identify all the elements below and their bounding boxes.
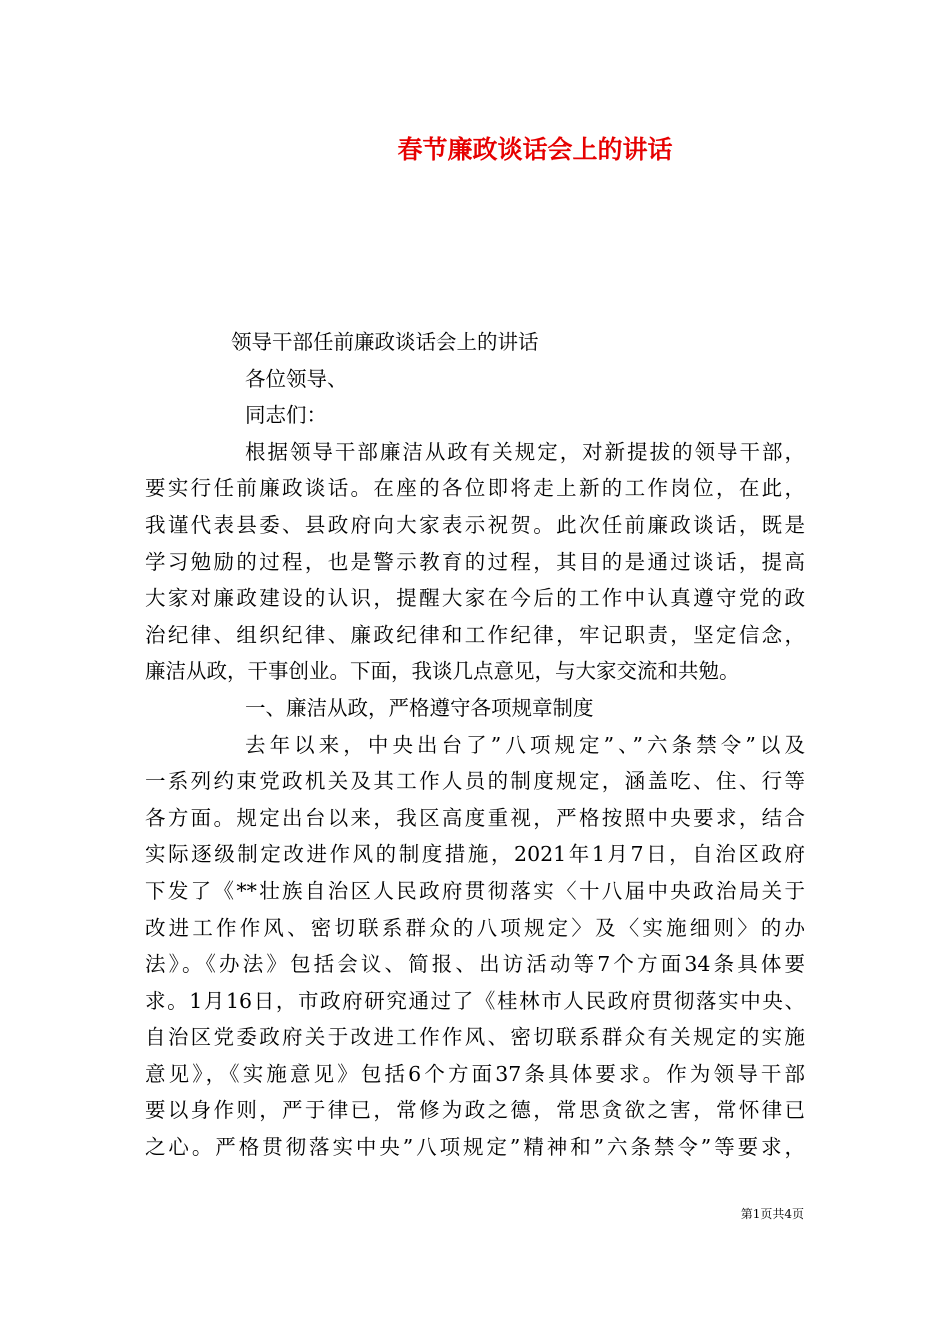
page-title: 春节廉政谈话会上的讲话: [397, 135, 673, 164]
body-line: 根据领导干部廉洁从政有关规定，对新提拔的领导干部，: [245, 439, 805, 464]
body-line: 廉洁从政，干事创业。下面，我谈几点意见，与大家交流和共勉。: [145, 659, 740, 684]
body-line: 求。1月16日，市政府研究通过了《桂林市人民政府贯彻落实中央、: [145, 988, 805, 1013]
body-line: 去年以来，中央出台了”八项规定”、”六条禁令”以及: [245, 732, 805, 757]
document-body: [145, 324, 805, 1166]
body-line: 领导干部任前廉政谈话会上的讲话: [231, 330, 539, 354]
body-line: 意见》，《实施意见》包括6个方面37条具体要求。作为领导干部: [145, 1061, 805, 1086]
body-line: 各方面。规定出台以来，我区高度重视，严格按照中央要求，结合: [145, 805, 805, 830]
body-line: 同志们：: [245, 403, 327, 428]
body-line: 学习勉励的过程，也是警示教育的过程，其目的是通过谈话，提高: [145, 549, 805, 574]
page-number-footer: 第1页共4页: [740, 1207, 804, 1221]
body-line: 法》。《办法》包括会议、简报、出访活动等7个方面34条具体要: [145, 952, 805, 977]
body-line: 改进工作作风、密切联系群众的八项规定〉及〈实施细则〉的办: [145, 915, 805, 940]
body-line: 要以身作则，严于律已，常修为政之德，常思贪欲之害，常怀律已: [145, 1098, 805, 1123]
body-line: 一、廉洁从政，严格遵守各项规章制度: [245, 695, 594, 720]
body-line: 各位领导、: [245, 366, 348, 391]
body-line: 我谨代表县委、县政府向大家表示祝贺。此次任前廉政谈话，既是: [145, 512, 805, 537]
body-line: 要实行任前廉政谈话。在座的各位即将走上新的工作岗位，在此，: [145, 476, 805, 501]
body-line: 自治区党委政府关于改进工作作风、密切联系群众有关规定的实施: [145, 1025, 805, 1050]
body-line: 下发了《**壮族自治区人民政府贯彻落实〈十八届中央政治局关于: [145, 878, 805, 903]
body-line: 一系列约束党政机关及其工作人员的制度规定，涵盖吃、住、行等: [145, 769, 805, 794]
body-line: 治纪律、组织纪律、廉政纪律和工作纪律，牢记职责，坚定信念，: [145, 622, 805, 647]
body-line: 大家对廉政建设的认识，提醒大家在今后的工作中认真遵守党的政: [145, 586, 805, 611]
body-line: 之心。严格贯彻落实中央”八项规定”精神和”六条禁令”等要求，: [145, 1135, 805, 1160]
body-line: 实际逐级制定改进作风的制度措施，2021年1月7日，自治区政府: [145, 842, 805, 867]
